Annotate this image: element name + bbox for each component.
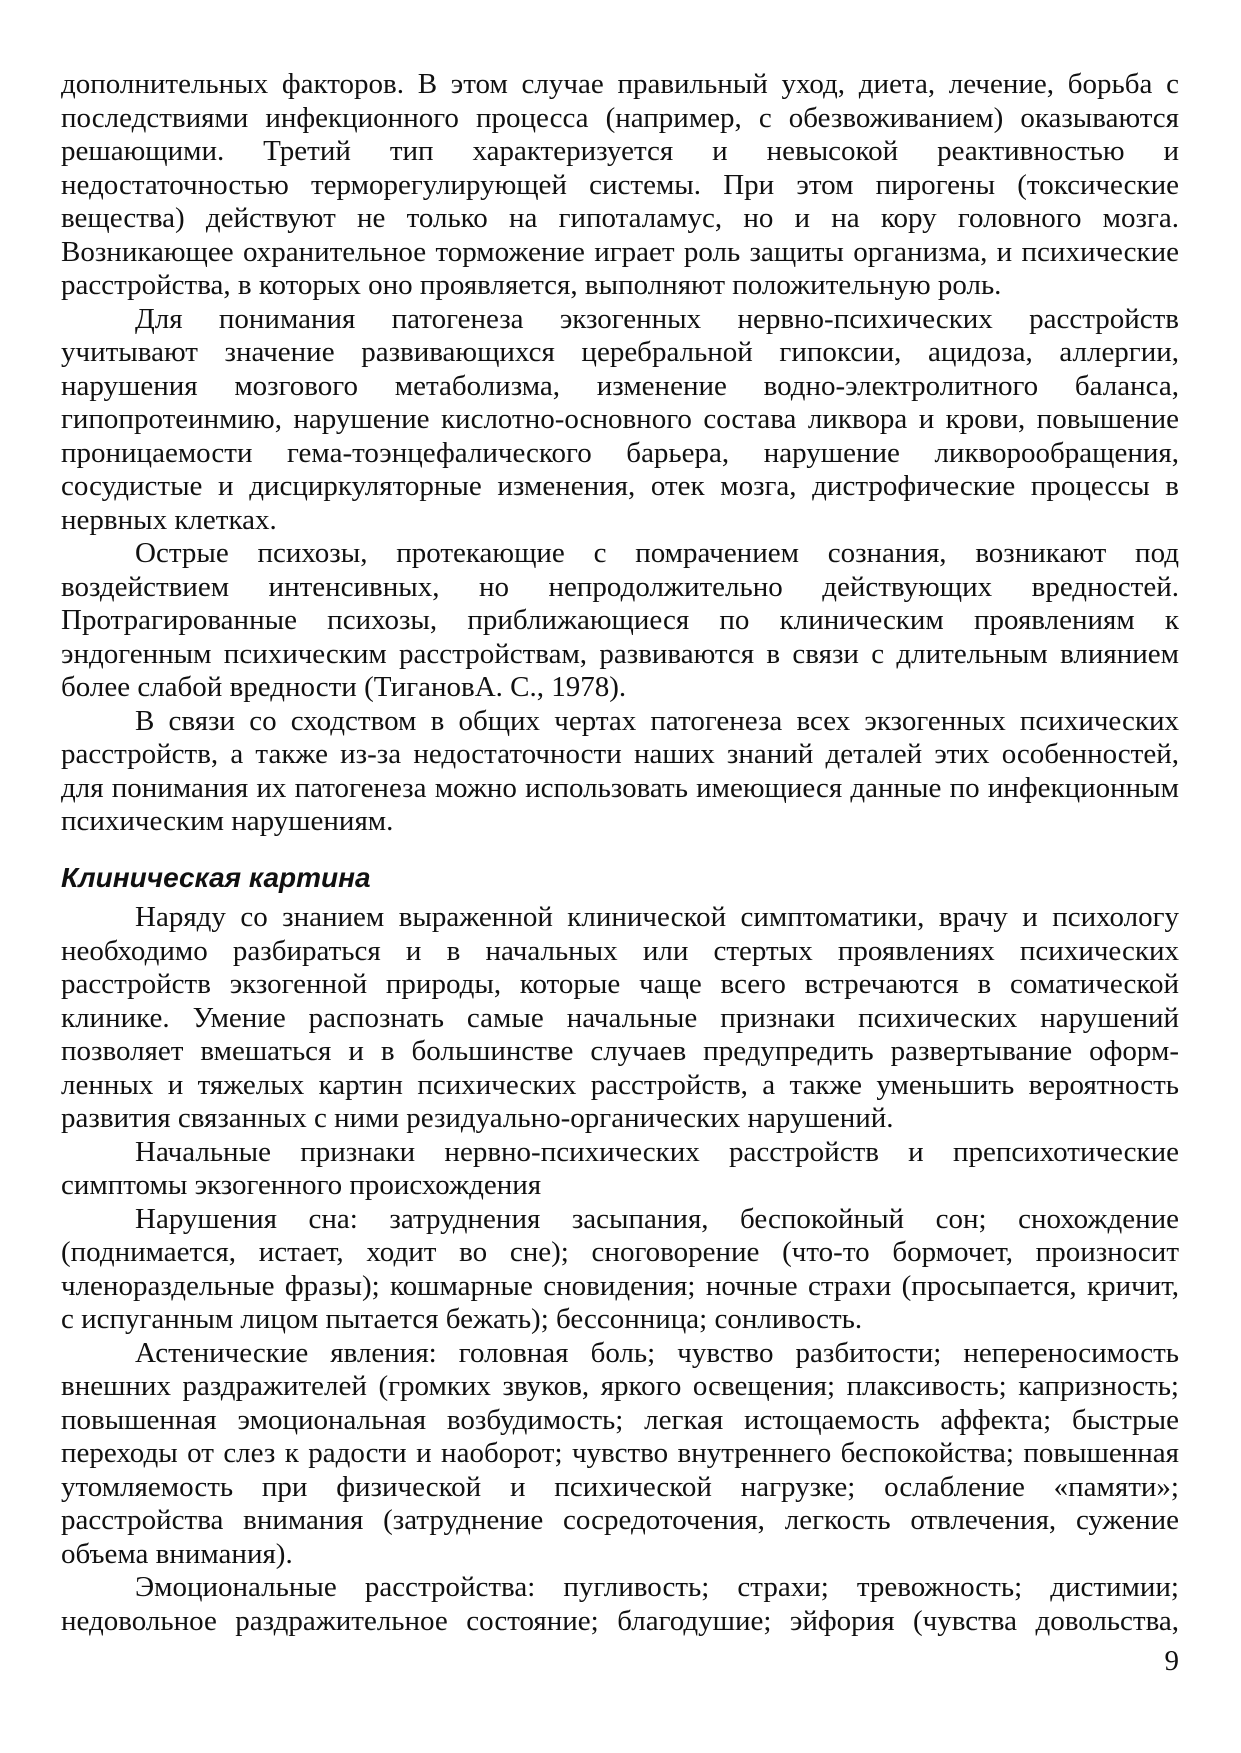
text-line: членораздельные фразы); кошмарные сновидения; ночные страхи (просыпается, кричит, bbox=[61, 1269, 1179, 1302]
text-line: Возникающее охранительное торможение играет роль защиты организма, и психические bbox=[61, 235, 1179, 268]
text-line: нарушения мозгового метаболизма, изменение водно-электролитного баланса, bbox=[61, 369, 1179, 402]
text-line: симптомы экзогенного происхождения bbox=[61, 1169, 542, 1201]
paragraph bbox=[61, 303, 1179, 538]
text-line: решающими. Третий тип характеризуется и невысокой реактивностью и bbox=[61, 135, 1179, 167]
text-line: с испуганным лицом пытается бежать); бессонница; сонливость. bbox=[61, 1303, 863, 1335]
text-line: воздействием интенсивных, но непродолжительно действующих вредностей. bbox=[61, 570, 1179, 603]
text-line: переходы от слез к радости и наоборот; чувство внутреннего беспокойства; повышенная bbox=[61, 1437, 1179, 1469]
text-line: последствиями инфекционного процесса (например, с обезвоживанием) оказываются bbox=[61, 101, 1179, 134]
paragraph bbox=[61, 705, 1179, 839]
text-line: недовольное раздражительное состояние; благодушие; эйфория (чувства довольства, bbox=[61, 1604, 1179, 1637]
text-line: сосудистые и дисциркуляторные изменения, отек мозга, дистрофические процессы в bbox=[61, 470, 1179, 502]
text-line: Острые психозы, протекающие с помрачением сознания, возникают под bbox=[135, 537, 1179, 569]
text-line: проницаемости гема-тоэнцефалического барьера, нарушение ликворообращения, bbox=[61, 436, 1179, 469]
text-line: Протрагированные психозы, приближающиеся по клиническим проявлениям к bbox=[61, 604, 1179, 636]
paragraph bbox=[61, 537, 1179, 705]
text-line: гипопротеинмию, нарушение кислотно-основного состава ликвора и крови, повышение bbox=[61, 403, 1179, 435]
text-line: утомляемость при физической и психической нагрузке; ослабление «памяти»; bbox=[61, 1470, 1179, 1503]
text-line: более слабой вредности (ТигановА. С., 1978). bbox=[61, 671, 627, 703]
text-line: ленных и тяжелых картин психических расстройств, а также уменьшить вероятность bbox=[61, 1068, 1179, 1101]
text-line: В связи со сходством в общих чертах патогенеза всех экзогенных психических bbox=[135, 704, 1179, 737]
paragraph bbox=[61, 1571, 1179, 1638]
page-body bbox=[61, 68, 1179, 1638]
text-line: внешних раздражителей (громких звуков, яркого освещения; плаксивость; капризность; bbox=[61, 1370, 1179, 1402]
paragraph bbox=[61, 1337, 1179, 1572]
text-line: необходимо разбираться и в начальных или стертых проявлениях психических bbox=[61, 934, 1179, 967]
text-line: вещества) действуют не только на гипоталамус, но и на кору головного мозга. bbox=[61, 202, 1179, 234]
text-line: расстройств экзогенной природы, которые чаще всего встречаются в соматической bbox=[61, 968, 1179, 1000]
text-line: для понимания их патогенеза можно использовать имеющиеся данные по инфекционным bbox=[61, 771, 1179, 804]
text-line: Наряду со знанием выраженной клинической симптоматики, врачу и психологу bbox=[135, 901, 1179, 933]
paragraph bbox=[61, 1136, 1179, 1203]
text-line: (поднимается, истает, ходит во сне); сноговорение (что-то бормочет, произносит bbox=[61, 1236, 1179, 1268]
text-line: объема внимания). bbox=[61, 1537, 293, 1570]
paragraph bbox=[61, 901, 1179, 1136]
text-line: развития связанных с ними резидуально-органических нарушений. bbox=[61, 1102, 894, 1134]
text-line: расстройств, а также из-за недостаточности наших знаний деталей этих особенностей, bbox=[61, 738, 1179, 770]
text-line: нервных клетках. bbox=[61, 503, 277, 536]
text-line: Для понимания патогенеза экзогенных нервно-психических расстройств bbox=[135, 302, 1179, 335]
page-number: 9 bbox=[1164, 1645, 1179, 1677]
text-line: повышенная эмоциональная возбудимость; легкая истощаемость аффекта; быстрые bbox=[61, 1403, 1179, 1436]
text-line: клинике. Умение распознать самые начальные признаки психических нарушений bbox=[61, 1001, 1179, 1034]
text-line: расстройства, в которых оно проявляется, выполняют положительную роль. bbox=[61, 269, 1002, 301]
text-line: эндогенным психическим расстройствам, развиваются в связи с длительным влиянием bbox=[61, 637, 1179, 670]
text-line: дополнительных факторов. В этом случае правильный уход, диета, лечение, борьба с bbox=[61, 68, 1179, 100]
text-line: психическим нарушениям. bbox=[61, 805, 394, 837]
text-line: Начальные признаки нервно-психических расстройств и препсихотические bbox=[135, 1135, 1179, 1168]
text-line: недостаточностью терморегулирующей системы. При этом пирогены (токсические bbox=[61, 168, 1179, 201]
text-line: Эмоциональные расстройства: пугливость; страхи; тревожность; дистимии; bbox=[135, 1571, 1179, 1603]
paragraph bbox=[61, 68, 1179, 303]
text-line: Астенические явления: головная боль; чувство разбитости; непереносимость bbox=[135, 1336, 1179, 1369]
text-line: позволяет вмешаться и в большинстве случаев предупредить развертывание оформ- bbox=[61, 1035, 1179, 1067]
section-heading: Клиническая картина bbox=[61, 861, 371, 893]
paragraph bbox=[61, 1203, 1179, 1337]
text-line: расстройства внимания (затруднение сосредоточения, легкость отвлечения, сужение bbox=[61, 1504, 1179, 1536]
text-line: Нарушения сна: затруднения засыпания, беспокойный сон; снохождение bbox=[135, 1202, 1179, 1235]
text-line: учитывают значение развивающихся церебральной гипоксии, ацидоза, аллергии, bbox=[61, 336, 1179, 368]
